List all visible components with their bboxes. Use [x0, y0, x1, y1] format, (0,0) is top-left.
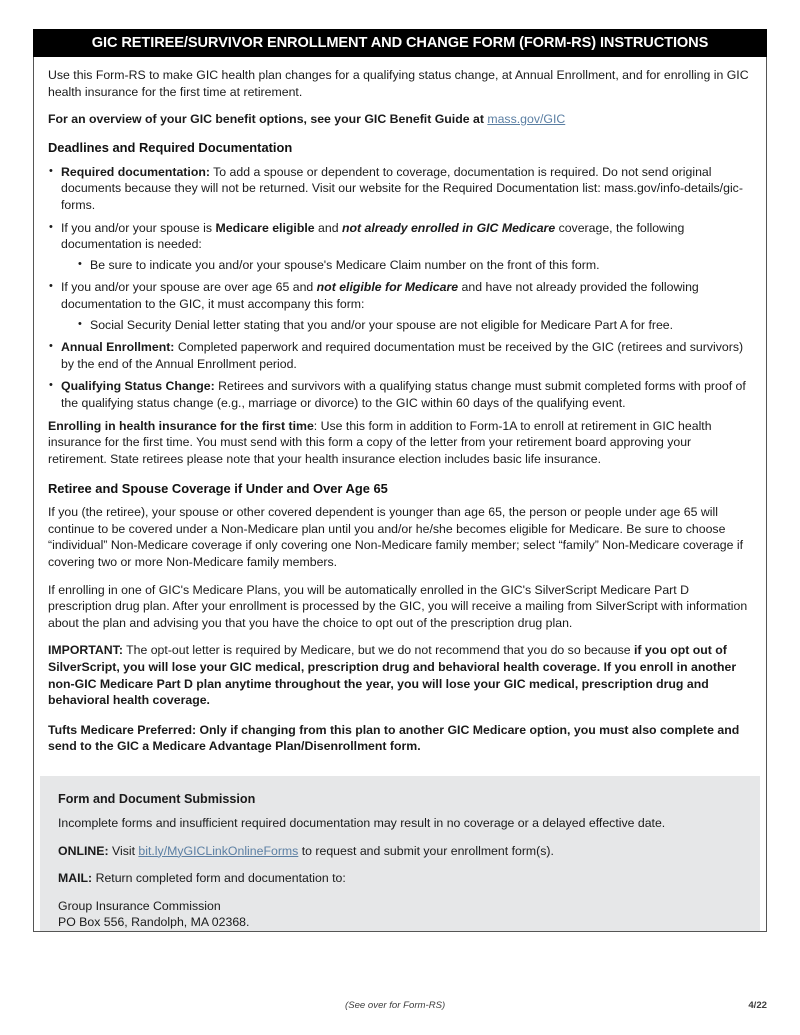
submission-heading: Form and Document Submission — [58, 792, 256, 806]
bullet-pre-medicare-eligible: If you and/or your spouse is — [61, 220, 216, 235]
sub-bullet-social-security-denial: • Social Security Denial letter stating that you and/or your spouse are not eligible for Medicare Part A for free. — [77, 317, 751, 334]
mass-gov-gic-link[interactable]: mass.gov/GIC — [487, 112, 566, 127]
bullet-mid-medicare-eligible: and — [314, 220, 342, 235]
important-bold-text: if you opt out of SilverScript, you will lose your GIC medical, prescription drug and behavioral health coverage. If you enroll in another non-GIC Medicare Part D plan anytime throughout the year, you will lose your GIC medical, prescription drug and behavioral health coverage. — [48, 643, 737, 708]
footer-note: (See over for Form-RS) — [345, 1000, 446, 1011]
coverage-paragraph-1: If you (the retiree), your spouse or other covered dependent is younger than age 65, the person or people under age 65 will continue to be covered under a Non-Medicare plan until you and/or he/she becomes eligible for Medicare. Be sure to choose “individual” Non-Medicare coverage if only covering one Non-Medicare family member; select “family” Non-Medicare coverage if covering two or more Non-Medicare family members. — [48, 505, 744, 570]
bullet-post-not-eligible: and have not already provided the following documentation to the GIC, it must accompany this form: — [61, 280, 699, 311]
footer-page-number: 4/22 — [748, 1000, 767, 1011]
bullet-bolditalic-medicare-eligible: not already enrolled in GIC Medicare — [341, 220, 556, 235]
page-footer — [33, 1000, 767, 1011]
mail-label: MAIL: — [58, 871, 93, 886]
overview-paragraph — [48, 111, 751, 128]
intro-paragraph: Use this Form-RS to make GIC health plan changes for a qualifying status change, at Annual Enrollment, and for enrolling in GIC health insurance for the first time at retirement. — [48, 68, 749, 99]
sub-bullet-list-denial-letter — [61, 317, 751, 334]
online-post-text: to request and submit your enrollment form(s). — [298, 843, 554, 858]
address-line-1: Group Insurance Commission — [58, 898, 221, 913]
bullet-not-eligible-medicare — [48, 279, 751, 333]
online-forms-link[interactable]: bit.ly/MyGICLinkOnlineForms — [138, 843, 299, 858]
bullet-bolditalic-not-eligible: not eligible for Medicare — [316, 280, 459, 295]
tufts-paragraph — [48, 722, 751, 755]
form-submission-panel — [40, 776, 760, 931]
bullet-post-medicare-eligible: coverage, the following documentation is needed: — [61, 220, 685, 252]
bullet-medicare-eligible — [48, 220, 751, 274]
submission-intro: Incomplete forms and insufficient required documentation may result in no coverage or a delayed effective date. — [58, 816, 666, 830]
important-normal-text: The opt-out letter is required by Medicare, but we do not recommend that you do so because — [122, 643, 634, 658]
bullet-lead-required-documentation: Required documentation: — [61, 164, 210, 179]
bullet-lead-annual-enrollment: Annual Enrollment: — [61, 340, 175, 355]
coverage-heading: Retiree and Spouse Coverage if Under and Over Age 65 — [48, 481, 388, 497]
first-time-text: : Use this form in addition to Form-1A to enroll at retirement in GIC health insurance for the first time. You must send with this form a copy of the letter from your retirement board approving your retirement. State retirees please note that your health insurance election includes basic life insurance. — [48, 418, 712, 466]
address-line-2: PO Box 556, Randolph, MA 02368. — [58, 914, 250, 929]
submission-online-line — [58, 843, 742, 860]
bullet-bold-medicare-eligible: Medicare eligible — [215, 220, 315, 235]
bullet-lead-qualifying-status-change: Qualifying Status Change: — [61, 379, 215, 394]
deadlines-bullet-list — [48, 164, 751, 412]
overview-text: For an overview of your GIC benefit options, see your GIC Benefit Guide at — [48, 112, 488, 127]
important-paragraph — [48, 642, 751, 708]
submission-mail-line — [58, 870, 742, 887]
mailing-address — [58, 898, 742, 930]
online-pre-text: Visit — [108, 843, 139, 858]
important-lead: IMPORTANT: — [48, 643, 123, 658]
tufts-text: Tufts Medicare Preferred: Only if changing from this plan to another GIC Medicare option, you must also complete and send to the GIC a Medicare Advantage Plan/Disenrollment form. — [48, 722, 740, 754]
bullet-annual-enrollment — [48, 339, 751, 372]
sub-bullet-medicare-claim-number: • Be sure to indicate you and/or your spouse's Medicare Claim number on the front of this form. — [77, 257, 751, 274]
first-time-lead: Enrolling in health insurance for the first time — [48, 418, 314, 433]
bullet-text-qualifying-status-change: Retirees and survivors with a qualifying status change must submit completed forms with proof of the qualifying status change (e.g., marriage or divorce) to the GIC within 60 days of the qualifying event. — [61, 379, 746, 410]
deadlines-heading: Deadlines and Required Documentation — [48, 139, 293, 155]
bullet-pre-not-eligible: If you and/or your spouse are over age 65 and — [61, 280, 317, 295]
bullet-text-required-documentation: To add a spouse or dependent to coverage, documentation is required. Do not send original documents because they will not be returned. Visit our website for the Required Documentation list: mass.gov/info-details/gic-forms. — [61, 164, 743, 212]
first-time-paragraph — [48, 418, 751, 468]
mail-text: Return completed form and documentation to: — [92, 871, 346, 886]
bullet-required-documentation — [48, 164, 751, 214]
coverage-paragraph-2: If enrolling in one of GIC's Medicare Plans, you will be automatically enrolled in the GIC's SilverScript Medicare Part D prescription drug plan. After your enrollment is processed by the GIC, you will receive a mailing from SilverScript with information about the plan and advising you that you have the choice to opt out of the prescription drug plan. — [48, 582, 748, 630]
page-title: GIC RETIREE/SURVIVOR ENROLLMENT AND CHANGE FORM (FORM-RS) INSTRUCTIONS — [91, 35, 709, 51]
online-label: ONLINE: — [58, 843, 109, 858]
bullet-qualifying-status-change — [48, 378, 751, 411]
document-title-bar — [33, 29, 767, 57]
sub-bullet-list-medicare-claim — [61, 257, 751, 274]
bullet-text-annual-enrollment: Completed paperwork and required documentation must be received by the GIC (retirees and survivors) by the end of the Annual Enrollment period. — [61, 340, 744, 371]
